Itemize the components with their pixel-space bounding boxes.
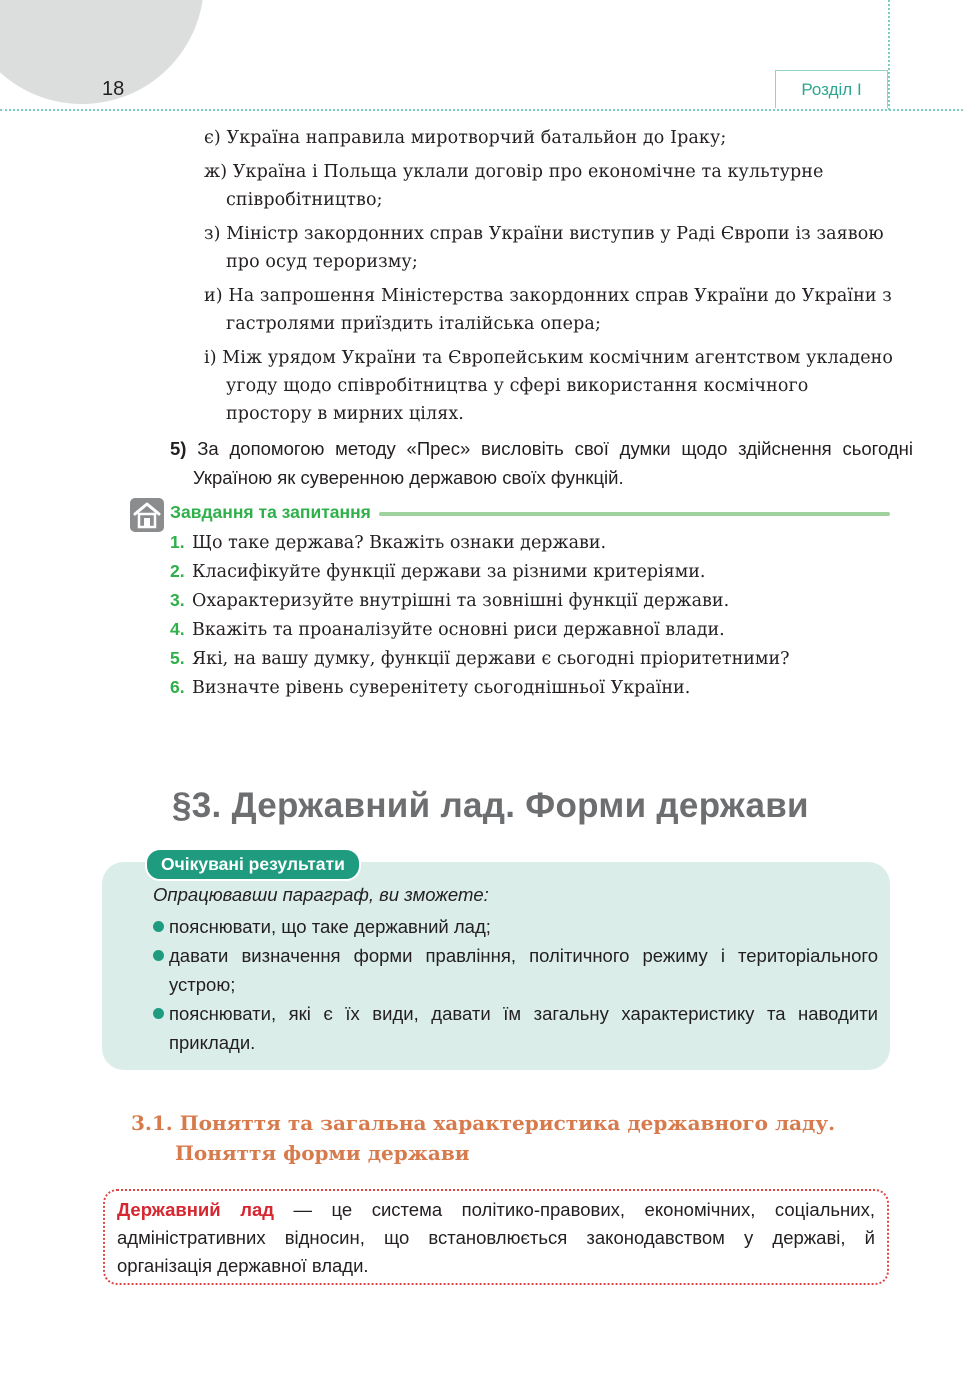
expected-results-intro: Опрацювавши параграф, ви зможете: [153,884,489,905]
question-text: Охарактеризуйте внутрішні та зовнішні функції держави. [192,591,730,611]
question-number: 4. [170,619,185,639]
subsection-title [131,1108,851,1168]
bullet-icon [153,950,164,961]
question-text: Що таке держава? Вкажіть ознаки держави. [192,533,607,553]
heading-rule [379,512,890,516]
result-item [153,999,878,1057]
section-tab: Розділ І [775,70,888,108]
side-dotted-line [888,0,890,110]
list-item: є) Україна направила миротворчий батальйон до Іраку; [204,128,727,148]
task-5 [170,434,913,492]
definition-term: Державний лад [117,1199,274,1220]
house-icon [130,498,164,532]
question-item [170,586,890,615]
list-item: і) Між урядом України та Європейським космічним агентством укладено угоду щодо співробітництва у сфері використання космічного простору в мирних цілях. [204,348,894,424]
paragraph-title: §3. Державний лад. Форми держави [172,786,809,825]
page-number: 18 [102,78,125,100]
task-5-text: За допомогою методу «Прес» висловіть свої думки щодо здійснення сьогодні Україною як суверенною державою своїх функцій. [193,438,913,488]
question-item [170,557,890,586]
question-item [170,673,890,702]
definition-text: — це система політико-правових, економічних, соціальних, адміністративних відносин, що встановлюється законодавством у державі, й організація державної влади. [117,1199,875,1276]
question-number: 3. [170,590,185,610]
task-5-number: 5) [170,438,187,459]
bullet-icon [153,1008,164,1019]
tasks-heading: Завдання та запитання [170,501,371,522]
question-text: Визначте рівень суверенітету сьогоднішньої України. [192,678,691,698]
question-number: 5. [170,648,185,668]
result-text: пояснювати, що таке державний лад; [169,916,491,937]
subsection-title-line2: Поняття форми держави [175,1141,470,1165]
result-item [153,912,878,941]
result-text: давати визначення форми правління, політичного режиму і територіального устрою; [169,945,878,995]
list-item: и) На запрошення Міністерства закордонних справ України до України з гастролями приїздить італійська опера; [204,286,892,334]
question-item [170,644,890,673]
tasks-heading-row [170,500,890,524]
options-list [204,124,894,434]
bullet-icon [153,921,164,932]
question-number: 2. [170,561,185,581]
expected-results-label: Очікувані результати [145,848,361,881]
question-text: Вкажіть та проаналізуйте основні риси державної влади. [192,620,725,640]
definition-box [103,1189,889,1285]
question-item [170,615,890,644]
result-text: пояснювати, які є їх види, давати їм загальну характеристику та наводити приклади. [169,1003,878,1053]
question-item [170,528,890,557]
header-dotted-line [0,109,963,111]
list-item: ж) Україна і Польща уклали договір про економічне та культурне співробітництво; [204,162,824,210]
question-number: 1. [170,532,185,552]
questions-list [170,528,890,702]
question-number: 6. [170,677,185,697]
list-item: з) Міністр закордонних справ України виступив у Раді Європи із заявою про осуд тероризму; [204,224,884,272]
question-text: Класифікуйте функції держави за різними критеріями. [192,562,706,582]
expected-results-list [153,912,878,1057]
result-item [153,941,878,999]
subsection-title-line1: 3.1. Поняття та загальна характеристика державного ладу. [131,1111,836,1135]
question-text: Які, на вашу думку, функції держави є сьогодні пріоритетними? [192,649,790,669]
